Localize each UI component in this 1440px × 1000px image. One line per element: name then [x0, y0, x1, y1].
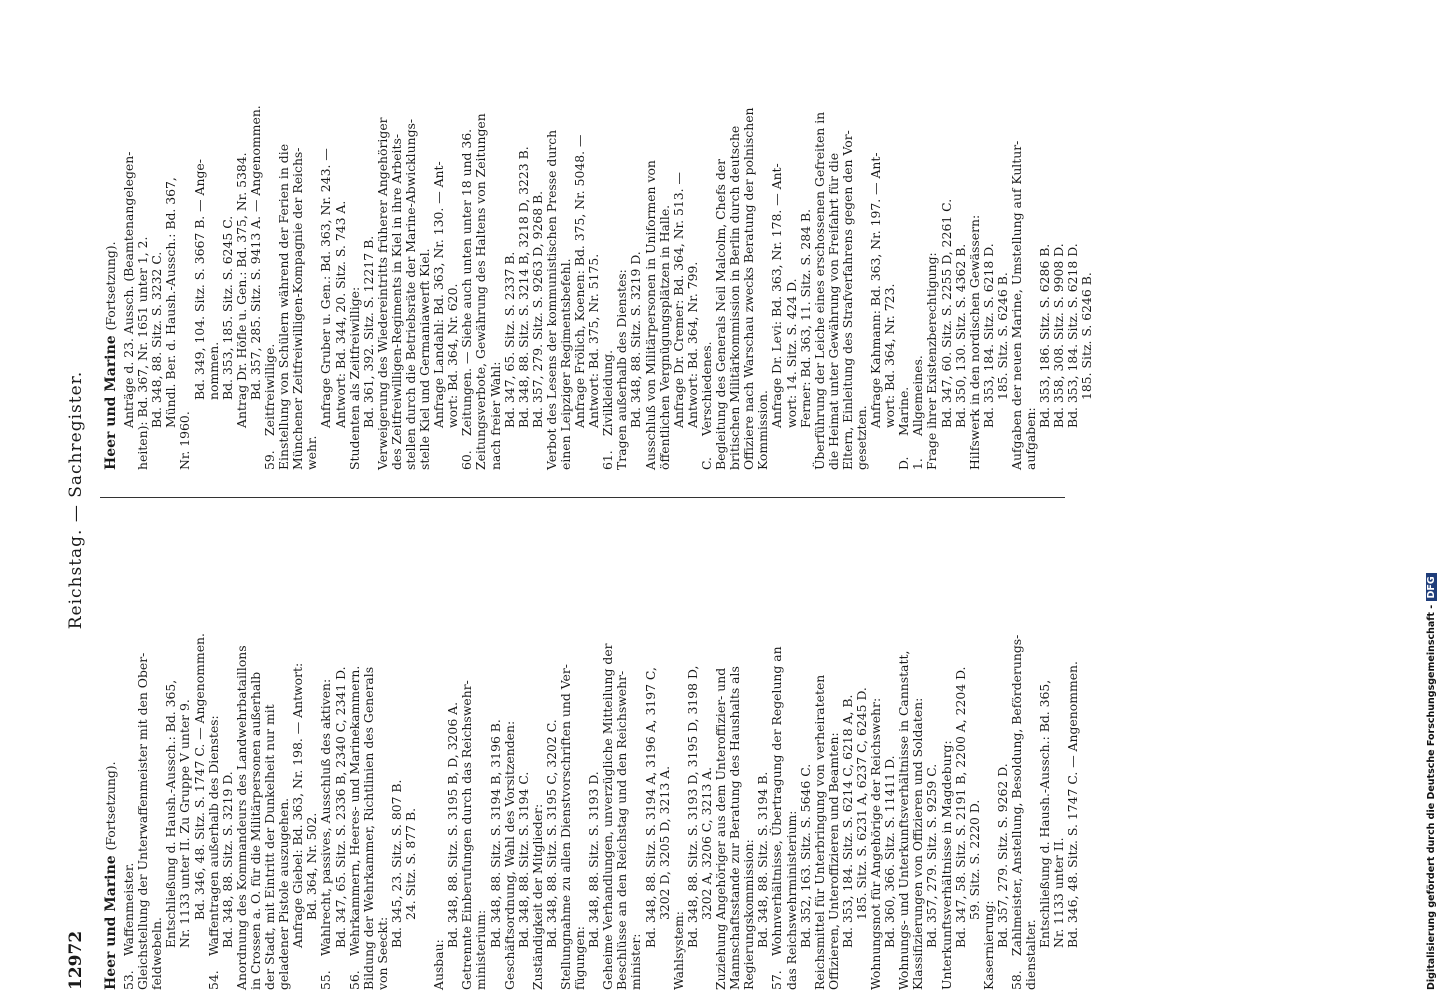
index-entry-line — [799, 15, 813, 470]
entry-text: Offizieren, Unteroffizieren und Beamten: — [825, 732, 841, 990]
index-entry-line — [221, 15, 235, 470]
entry-text: Anfrage Frölich, Koenen: Bd. 375, Nr. 5048. — — [572, 134, 588, 428]
right-entry-list — [122, 15, 1094, 470]
index-entry-line — [348, 535, 362, 990]
index-entry-line — [813, 15, 827, 470]
index-entry-line — [672, 15, 686, 470]
index-page — [60, 10, 1360, 990]
entry-text: Kommission. — [755, 390, 771, 470]
index-entry-line — [756, 15, 770, 470]
index-entry-line — [474, 15, 488, 470]
entry-text: Bd. 346, 48. Sitz. S. 1747 C. — Angenommen. — [1065, 661, 1081, 948]
left-column — [104, 535, 1080, 990]
index-entry-line — [305, 15, 319, 470]
index-entry-line — [404, 535, 418, 990]
index-entry-line — [573, 535, 587, 990]
entry-text: 3202 A, 3206 C, 3213 A. — [698, 766, 714, 920]
entry-text: Bd. 350, 130. Sitz. S. 4362 B. — [952, 243, 968, 428]
entry-text: Münchener Zeitfreiwilligen-Kompagnie der Reichs- — [290, 147, 306, 470]
entry-text: 59. Sitz. S. 2220 D. — [966, 799, 982, 920]
entry-text: Anordnung des Kommandeurs des Landwehrbataillons — [233, 645, 249, 990]
index-entry-line — [178, 535, 192, 990]
entry-number: C. — [698, 457, 714, 470]
entry-text: Gleichstellung der Unterwaffenmeister mit den Ober- — [135, 652, 151, 990]
index-entry-line — [446, 15, 460, 470]
entry-text: Anfrage Kahmann: Bd. 363, Nr. 197. — Ant- — [868, 152, 884, 428]
index-entry-line — [221, 535, 235, 990]
entry-text: nach freier Wahl: — [487, 361, 503, 470]
index-entry-line — [883, 15, 897, 470]
entry-text: Bd. 361, 392. Sitz. S. 12217 B. — [360, 235, 376, 428]
index-entry-line — [996, 15, 1010, 470]
index-entry-line — [827, 15, 841, 470]
index-entry-line — [883, 535, 897, 990]
index-entry-line — [376, 15, 390, 470]
index-entry-line — [940, 15, 954, 470]
index-entry-line — [334, 15, 348, 470]
index-entry-line — [799, 535, 813, 990]
index-entry-line — [869, 15, 883, 470]
entry-text: Bd. 348, 88. Sitz. S. 3232 C. — [149, 251, 165, 428]
index-entry-line — [1038, 535, 1052, 990]
index-entry-line — [460, 535, 474, 990]
index-entry-line — [362, 535, 376, 990]
entry-text: Kasernierung: — [980, 900, 996, 990]
index-entry-line — [615, 15, 629, 470]
entry-text: 185. Sitz. S. 6231 A, 6237 C, 6245 D. — [853, 687, 869, 920]
index-entry-line — [291, 15, 305, 470]
index-entry-line — [277, 535, 291, 990]
index-entry-line — [996, 535, 1010, 990]
entry-text: Antwort: Bd. 375, Nr. 5175. — [586, 253, 602, 428]
entry-number: 54. — [205, 970, 221, 990]
index-entry-line — [305, 535, 319, 990]
entry-text: Antwort: Bd. 344, 20. Sitz. S. 743 A. — [332, 200, 348, 428]
index-entry-line — [207, 535, 221, 990]
index-entry-line — [1080, 15, 1094, 470]
index-entry-line — [629, 15, 643, 470]
page-header — [66, 10, 92, 990]
index-entry-line — [968, 15, 982, 470]
running-head: Reichstag. — Sachregister. — [66, 370, 86, 630]
entry-text: aufgaben: — [1023, 407, 1039, 470]
entry-text — [417, 986, 432, 990]
index-entry-line — [714, 535, 728, 990]
entry-text: Zuziehung Angehöriger aus dem Unteroffizier- und — [713, 667, 729, 990]
entry-text: Bd. 353, 184. Sitz. S. 6218 D. — [1065, 243, 1081, 428]
entry-number: 59. — [262, 450, 278, 470]
index-entry-line — [545, 15, 559, 470]
entry-text: Bd. 348, 88. Sitz. S. 3193 D, 3195 D, 3198 D, — [684, 665, 700, 948]
dfg-logo: DFG — [1426, 573, 1437, 601]
entry-text: Bd. 357, 285. Sitz. S. 9413 A. — Angenommen. — [247, 105, 263, 400]
index-entry-line — [573, 15, 587, 470]
entry-text: Bd. 364, Nr. 502. — [304, 812, 320, 920]
index-entry-line — [897, 535, 911, 990]
entry-text: Anträge d. 23. Aussch. (Beamtenangelegen- — [121, 151, 137, 428]
index-entry-line — [1066, 15, 1080, 470]
entry-text: Einstellung von Schülern während der Ferien in die — [276, 143, 292, 470]
right-column — [104, 15, 1095, 470]
entry-number: D. — [896, 456, 912, 470]
entry-text: Bd. 357, 279. Sitz. S. 9259 C. — [924, 763, 940, 948]
entry-text: Geheime Verhandlungen, unverzügliche Mitteilung der — [600, 643, 616, 990]
entry-text: Bildung der Wehrkammer, Richtlinien des Generals — [360, 666, 376, 990]
index-entry-line — [122, 535, 136, 990]
entry-text: Bd. 348, 88. Sitz. S. 3195 C, 3202 C. — [543, 719, 559, 948]
index-entry-line — [1024, 535, 1038, 990]
entry-text: ministerium: — [473, 909, 489, 990]
index-entry-line — [1052, 535, 1066, 990]
right-column-heading: Heer und Marine (Fortsetzung). — [103, 241, 119, 470]
entry-text: wehr. — [304, 435, 320, 470]
entry-number: 1. — [910, 458, 926, 470]
index-entry-line — [658, 535, 672, 990]
entry-text: Bd. 353, 184. Sitz. S. 6218 D. — [980, 243, 996, 428]
entry-text: Bd. 346, 48. Sitz. S. 1747 C. — Angenommen. — [191, 633, 207, 920]
entry-text: minister: — [628, 933, 644, 990]
index-entry-line — [940, 535, 954, 990]
entry-text: die Heimat unter Gewährung von Freifahrt für die — [825, 152, 841, 470]
index-entry-line — [841, 535, 855, 990]
index-entry-line — [770, 15, 784, 470]
entry-text: dienstalter. — [1023, 919, 1039, 990]
index-entry-line — [954, 535, 968, 990]
index-entry-line — [925, 535, 939, 990]
entry-text: des Zeitfreiwilligen-Regiments in Kiel in ihre Arbeits- — [388, 133, 404, 470]
index-entry-line — [869, 535, 883, 990]
entry-text: Regierungskommission: — [741, 839, 757, 990]
index-entry-line — [911, 535, 925, 990]
entry-text: feldwebeln. — [149, 917, 165, 990]
index-entry-line — [193, 15, 207, 470]
index-entry-line — [770, 535, 784, 990]
entry-text: Aufgaben der neuen Marine, Umstellung auf Kultur- — [1009, 140, 1024, 470]
entry-text: Bd. 352, 163. Sitz. S. 5646 C. — [797, 763, 813, 948]
index-entry-line — [122, 15, 136, 470]
index-entry-line — [136, 15, 150, 470]
index-entry-line — [813, 535, 827, 990]
index-entry-line — [1010, 535, 1024, 990]
index-entry-line — [390, 15, 404, 470]
entry-text: von Seeckt: — [374, 916, 390, 990]
entry-text: Bd. 348, 88. Sitz. S. 3194 B, 3196 B. — [487, 719, 503, 948]
watermark-text: Digitalisierung gefördert durch die Deutsche Forschungsgemeinschaft - — [1426, 604, 1437, 990]
index-entry-line — [319, 535, 333, 990]
index-entry-line — [418, 15, 432, 470]
entry-text: Mannschaftsstande zur Beratung des Haushalts als — [727, 666, 743, 990]
entry-number: 61. — [600, 450, 616, 470]
index-entry-line — [249, 535, 263, 990]
index-entry-line — [164, 535, 178, 990]
entry-text: Bd. 357, 279. Sitz. S. 9263 D, 9268 B. — [529, 190, 545, 428]
entry-number: 60. — [459, 450, 475, 470]
entry-text: Ausschluß von Militärpersonen in Uniformen von — [642, 160, 658, 470]
index-entry-line — [559, 15, 573, 470]
index-entry-line — [263, 535, 277, 990]
entry-text: Nr. 1133 unter II. Zu Gruppe V unter 9. — [177, 699, 193, 948]
entry-text: Verweigerung des Wiedereintritts früherer Angehöriger — [374, 117, 390, 470]
entry-text: Anfrage Gruber u. Gen.: Bd. 363, Nr. 243. — — [318, 148, 334, 428]
entry-text: Verbot des Lesens der kommunistischen Presse durch — [543, 129, 559, 470]
entry-text: Zeitungen. — Siehe auch unten unter 18 und 36. — [459, 128, 475, 436]
index-entry-line — [164, 15, 178, 470]
index-entry-line — [1066, 535, 1080, 990]
index-entry-line — [545, 535, 559, 990]
entry-text: Bd. 347, 65. Sitz. S. 2336 B, 2340 C, 2341 D. — [332, 666, 348, 948]
index-entry-line — [644, 15, 658, 470]
entry-text: Bd. 353, 186. Sitz. S. 6286 B. — [1037, 243, 1053, 428]
index-entry-line — [235, 15, 249, 470]
index-entry-line — [700, 535, 714, 990]
index-entry-line — [432, 535, 446, 990]
index-entry-line — [291, 535, 305, 990]
entry-text: Beschlüsse an den Reichstag und den Reichswehr- — [614, 670, 630, 990]
index-entry-line — [235, 535, 249, 990]
index-entry-line — [193, 535, 207, 990]
entry-text: stelle Kiel und Germaniawerft Kiel. — [417, 248, 433, 470]
index-entry-line — [446, 535, 460, 990]
index-entry-line — [404, 15, 418, 470]
entry-text: Mündl. Ber. d. Haush.-Aussch.: Bd. 367, — [163, 177, 179, 428]
index-entry-line — [601, 15, 615, 470]
index-entry-line — [686, 15, 700, 470]
entry-text: Ausbau: — [431, 939, 447, 990]
entry-text: Bd. 358, 308. Sitz. S. 9908 D. — [1051, 243, 1067, 428]
entry-text: Tragen außerhalb des Dienstes: — [614, 269, 630, 470]
entry-text: Zuständigkeit der Mitglieder: — [529, 803, 545, 990]
index-entry-line — [1052, 15, 1066, 470]
index-entry-line — [954, 15, 968, 470]
entry-text: Offiziere nach Warschau zwecks Beratung der polnischen — [741, 107, 757, 470]
entry-text: 3202 D, 3205 D, 3213 A. — [656, 765, 672, 920]
left-column-heading: Heer und Marine (Fortsetzung). — [103, 761, 119, 990]
entry-number: 53. — [121, 970, 137, 990]
index-entry-line — [460, 15, 474, 470]
index-entry-line — [644, 535, 658, 990]
entry-text: Bd. 348, 88. Sitz. S. 3194 B. — [755, 771, 771, 948]
entry-text: wort: Bd. 364, Nr. 723. — [882, 283, 898, 428]
index-entry-line — [1024, 15, 1038, 470]
entry-text: Antwort: Bd. 364, Nr. 799. — [684, 261, 700, 428]
index-entry-line — [658, 15, 672, 470]
entry-text: Zeitungsverbote, Gewährung des Haltens von Zeitungen — [473, 113, 489, 470]
entry-text: 185. Sitz. S. 6246 B. — [994, 272, 1010, 400]
index-entry-line — [334, 535, 348, 990]
entry-text: wort: Bd. 364, Nr. 620. — [445, 283, 461, 428]
index-entry-line — [841, 15, 855, 470]
entry-text: Bd. 353, 185. Sitz. S. 6245 C. — [219, 215, 235, 400]
index-entry-line — [615, 535, 629, 990]
index-entry-line — [601, 535, 615, 990]
index-entry-line — [376, 535, 390, 990]
index-entry-line — [503, 15, 517, 470]
index-entry-line — [517, 535, 531, 990]
index-entry-line — [587, 15, 601, 470]
entry-text: Anfrage Giebel: Bd. 363, Nr. 198. — Antwort: — [290, 662, 306, 948]
index-entry-line — [390, 535, 404, 990]
entry-text: Bd. 348, 88. Sitz. S. 3219 D. — [628, 251, 644, 428]
entry-number: 58. — [1009, 970, 1024, 990]
entry-text: Frage ihrer Existenzberechtigung: — [924, 252, 940, 470]
entry-text: Wohnverhältnisse, Übertragung der Regelung an — [769, 646, 785, 956]
index-entry-line — [489, 15, 503, 470]
index-entry-line — [503, 535, 517, 990]
entry-text: einen Leipziger Regimentsbefehl. — [558, 258, 573, 470]
entry-text: Klassifizierungen von Offizieren und Soldaten: — [910, 697, 926, 990]
entry-text: stellen durch die Betriebsräte der Marine-Abwicklungs- — [402, 118, 418, 470]
entry-text: Eltern, Einleitung des Strafverfahrens gegen den Vor- — [839, 130, 855, 470]
entry-text: Bd. 347, 65. Sitz. S. 2337 B. — [501, 251, 517, 428]
index-entry-line — [432, 15, 446, 470]
entry-text: wort: 14. Sitz. S. 424 D. — [783, 278, 799, 428]
index-entry-line — [531, 535, 545, 990]
index-entry-line — [742, 15, 756, 470]
index-entry-line — [517, 15, 531, 470]
index-entry-line — [785, 535, 799, 990]
index-entry-line — [249, 15, 263, 470]
left-entry-list — [122, 535, 1080, 990]
entry-text: Bd. 353, 184. Sitz. S. 6214 C, 6218 A, B. — [839, 694, 855, 948]
entry-text: Anfrage Dr. Levi: Bd. 363, Nr. 178. — Ant- — [769, 163, 785, 428]
index-entry-line — [700, 15, 714, 470]
entry-text: Zivilkleidung. — [600, 349, 616, 436]
entry-text: Waffentragen außerhalb des Dienstes: — [205, 715, 221, 956]
entry-text: Nr. 1133 unter II. — [1051, 837, 1067, 948]
entry-text: gesetzten. — [853, 405, 869, 470]
entry-text: Bd. 357, 279. Sitz. S. 9262 D. — [994, 763, 1010, 948]
index-entry-line — [728, 15, 742, 470]
entry-text: Wehrkammern, Heeres- und Marinekammern. — [346, 665, 362, 956]
entry-text: Getrennte Einberufungen durch das Reichswehr- — [459, 680, 475, 990]
entry-text: das Reichswehrministerium: — [783, 810, 799, 990]
entry-text: Bd. 348, 88. Sitz. S. 3214 B, 3218 D, 3223 B. — [515, 146, 531, 428]
entry-text: Hilfswerk in den nordischen Gewässern: — [966, 214, 982, 470]
entry-text: Ferner: Bd. 363, 11. Sitz. S. 284 B. — [797, 208, 813, 428]
index-entry-line — [348, 15, 362, 470]
entry-text: Zeitfreiwillige. — [262, 343, 278, 436]
entry-text: Unterkunftsverhältnisse in Magdeburg: — [938, 740, 954, 990]
entry-text: Zahlmeister, Anstellung, Besoldung, Beförderungs- — [1009, 634, 1024, 956]
index-entry-line — [362, 15, 376, 470]
index-entry-line — [855, 535, 869, 990]
index-entry-line — [1010, 15, 1024, 470]
entry-text: Bd. 347, 58. Sitz. S. 2191 B, 2200 A, 2204 D. — [952, 666, 968, 948]
entry-text: Überführung der Leiche eines erschossenen Gefreiten in — [811, 111, 827, 470]
entry-text: Allgemeines. — [910, 355, 926, 436]
entry-text: Reichsmittel für Unterbringung von verheirateten — [811, 674, 827, 990]
index-entry-line — [897, 15, 911, 470]
entry-text: britischen Militärkommission in Berlin durch deutsche — [727, 125, 743, 470]
index-entry-line — [489, 535, 503, 990]
index-entry-line — [136, 535, 150, 990]
entry-text: Wahlsystem: — [670, 911, 686, 990]
index-entry-line — [785, 15, 799, 470]
index-entry-line — [911, 15, 925, 470]
index-entry-line — [982, 15, 996, 470]
index-entry-line — [742, 535, 756, 990]
entry-text: Bd. 348, 88. Sitz. S. 3195 B, D, 3206 A. — [445, 701, 461, 948]
entry-text: fügungen: — [572, 926, 588, 990]
index-entry-line — [1038, 15, 1052, 470]
page-number: 12972 — [66, 930, 86, 990]
entry-text: Bd. 360, 366. Sitz. S. 11411 D. — [882, 755, 898, 948]
index-entry-line — [686, 535, 700, 990]
entry-number: 56. — [346, 970, 362, 990]
index-entry-line — [319, 15, 333, 470]
entry-number: 57. — [769, 970, 785, 990]
entry-text: öffentlichen Vergnügungsplätzen in Halle. — [656, 204, 672, 470]
entry-text: 24. Sitz. S. 877 B. — [402, 807, 418, 920]
index-entry-line — [968, 535, 982, 990]
entry-text: in Crossen a. O. für die Militärpersonen außerhalb — [247, 671, 263, 990]
entry-text: Bd. 348, 88. Sitz. S. 3193 D. — [586, 771, 602, 948]
index-entry-line — [629, 535, 643, 990]
entry-text: Wahlrecht, passives, Ausschluß des aktiven: — [318, 678, 334, 956]
entry-text: Stellungnahme zu allen Dienstvorschriften und Ver- — [558, 664, 573, 990]
entry-text: geladener Pistole auszugehen. — [276, 797, 292, 990]
entry-text: Bd. 348, 88. Sitz. S. 3194 C. — [515, 771, 531, 948]
index-entry-line — [728, 535, 742, 990]
entry-text: Verschiedenes. — [698, 341, 714, 436]
index-entry-line — [587, 535, 601, 990]
entry-text: Bd. 348, 88. Sitz. S. 3219 D. — [219, 771, 235, 948]
index-entry-line — [714, 15, 728, 470]
index-entry-line — [925, 15, 939, 470]
entry-text: Studenten als Zeitfreiwillige: — [346, 286, 362, 470]
index-entry-line — [178, 15, 192, 470]
index-entry-line — [672, 535, 686, 990]
entry-text: Wohnungs- und Unterkunftsverhältnisse in Cannstatt, — [896, 650, 912, 990]
index-entry-line — [855, 15, 869, 470]
index-entry-line — [263, 15, 277, 470]
index-entry-line — [982, 535, 996, 990]
index-entry-line — [531, 15, 545, 470]
index-entry-line — [474, 535, 488, 990]
index-entry-line — [150, 535, 164, 990]
entry-number: 55. — [318, 970, 334, 990]
index-entry-line — [207, 15, 221, 470]
index-entry-line — [150, 15, 164, 470]
entry-text: Wohnungsnot für Angehörige der Reichswehr: — [868, 697, 884, 990]
entry-text: nommen. — [205, 341, 221, 400]
entry-text: heiten): Bd. 367, Nr. 1651 unter 1, 2. — [135, 236, 151, 470]
entry-text: Bd. 347, 60. Sitz. S. 2255 D, 2261 C. — [938, 198, 954, 428]
index-entry-line — [418, 535, 432, 990]
index-entry-line — [827, 535, 841, 990]
index-entry-line — [559, 535, 573, 990]
entry-text: 185. Sitz. S. 6246 B. — [1079, 272, 1095, 400]
entry-text: Bd. 349, 104. Sitz. S. 3667 B. — Ange- — [191, 159, 207, 400]
entry-text: der Stadt, mit Eintritt der Dunkelheit nur mit — [262, 704, 278, 990]
entry-text: Bd. 348, 88. Sitz. S. 3194 A, 3196 A, 3197 C, — [642, 667, 658, 948]
entry-text: Bd. 345, 23. Sitz. S. 807 B. — [388, 779, 404, 948]
dfg-watermark — [1412, 10, 1437, 990]
entry-text: Marine. — [896, 386, 912, 436]
column-divider — [100, 497, 1065, 498]
entry-text: Begleitung des Generals Neil Malcolm, Chefs der — [713, 158, 729, 470]
entry-text: Nr. 1960. — [177, 411, 193, 470]
entry-text: Anfrage Dr. Cremer: Bd. 364, Nr. 513. — — [670, 172, 686, 428]
entry-text: Entschließung d. Haush.-Aussch.: Bd. 365, — [163, 679, 179, 948]
entry-text: Entschließung d. Haush.-Aussch.: Bd. 365, — [1037, 679, 1053, 948]
entry-text: Waffenmeister. — [121, 862, 137, 956]
entry-text: Geschäftsordnung, Wahl des Vorsitzenden: — [501, 720, 517, 990]
entry-text: Antrag Dr. Höfle u. Gen.: Bd. 375, Nr. 5384. — [233, 152, 249, 428]
index-entry-line — [277, 15, 291, 470]
entry-text: Anfrage Landahl: Bd. 363, Nr. 130. — Ant- — [431, 161, 447, 428]
